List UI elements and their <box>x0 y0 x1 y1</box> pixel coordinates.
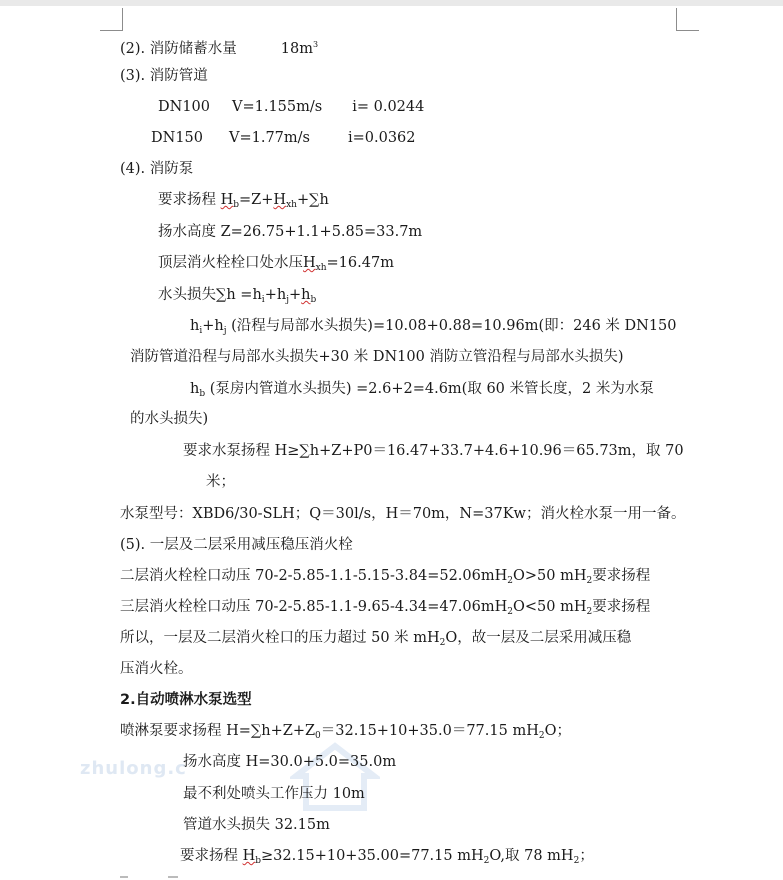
margin-mark-right <box>676 8 699 31</box>
text-line: 喷淋泵要求扬程 $H=\sum h+Z+Z_0=32.15+10+35.0=77.15$ $mH_2O$； <box>120 723 571 741</box>
text-line: DN150 V=1.77m/s i=0.0362 <box>151 130 416 146</box>
margin-mark-left <box>100 8 123 31</box>
text-line: 顶层消火栓栓口处水压$H_{xh}=16.47m$ <box>158 255 394 273</box>
text-line: (4). 消防泵 <box>120 161 194 177</box>
text-line: 的水头损失) <box>130 411 209 427</box>
bottom-margin-mark <box>168 876 178 878</box>
text-line: (3). 消防管道 <box>120 68 208 84</box>
text-line: $h_i+h_j$ (沿程与局部水头损失)=10.08+0.88=10.96m(即：246 米 DN150 <box>190 318 677 336</box>
text-line: 压消火栓。 <box>120 661 193 677</box>
section-heading: 2.自动喷淋水泵选型 <box>120 692 252 708</box>
watermark-text: zhulong.c <box>80 758 187 779</box>
text-line: 要求扬程 $H_b\ge 32.15+10+35.00=77.15$ $mH_2O$,取 78 $mH_2$； <box>180 848 594 866</box>
text-line: 消防管道沿程与局部水头损失+30 米 DN100 消防立管沿程与局部水头损失) <box>130 349 624 365</box>
text-line: 要求扬程 $H_b=Z+H_{xh}+\sum h$ <box>158 192 329 210</box>
ruler-bar <box>0 0 783 6</box>
text-line: DN100 V=1.155m/s i= 0.0244 <box>158 99 425 115</box>
text-line: 水泵型号：XBD6/30-SLH；Q＝30l/s，H＝70m，N=37Kw；消火栓水泵一用一备。 <box>120 506 686 522</box>
text-line: 扬水高度 Z=26.75+1.1+5.85=33.7m <box>158 224 423 240</box>
text-line: 所以，一层及二层消火栓口的压力超过 50 米 $mH_2O$，故一层及二层采用减压稳 <box>120 630 632 648</box>
text-line: 最不利处喷头工作压力 10m <box>183 786 365 802</box>
text-line: 水头损失$\sum h =h_i+h_j+h_b$ <box>158 287 317 305</box>
text-line: $h_b$ (泵房内管道水头损失) =2.6+2=4.6m(取 60 米管长度，2 米为水泵 <box>190 381 654 399</box>
text-line: (5). 一层及二层采用减压稳压消火栓 <box>120 537 353 553</box>
text-line: 管道水头损失 32.15m <box>183 817 330 833</box>
text-line: 扬水高度 H=30.0+5.0=35.0m <box>183 754 397 770</box>
text-line: 要求水泵扬程 H≥∑h+Z+P0＝16.47+33.7+4.6+10.96＝65.73m，取 70 <box>183 443 684 459</box>
text-line: 米； <box>206 474 235 490</box>
bottom-margin-mark <box>120 876 128 878</box>
text-line: (2). 消防储蓄水量 $18m^3$ <box>120 40 319 57</box>
text-line: 三层消火栓栓口动压 $70-2-5.85-1.1-9.65-4.34=47.06mH_2O<50$ $mH_2$要求扬程 <box>120 599 651 617</box>
text-line: 二层消火栓栓口动压 $70-2-5.85-1.1-5.15-3.84=52.06mH_2O>50$ $mH_2$要求扬程 <box>120 568 651 586</box>
